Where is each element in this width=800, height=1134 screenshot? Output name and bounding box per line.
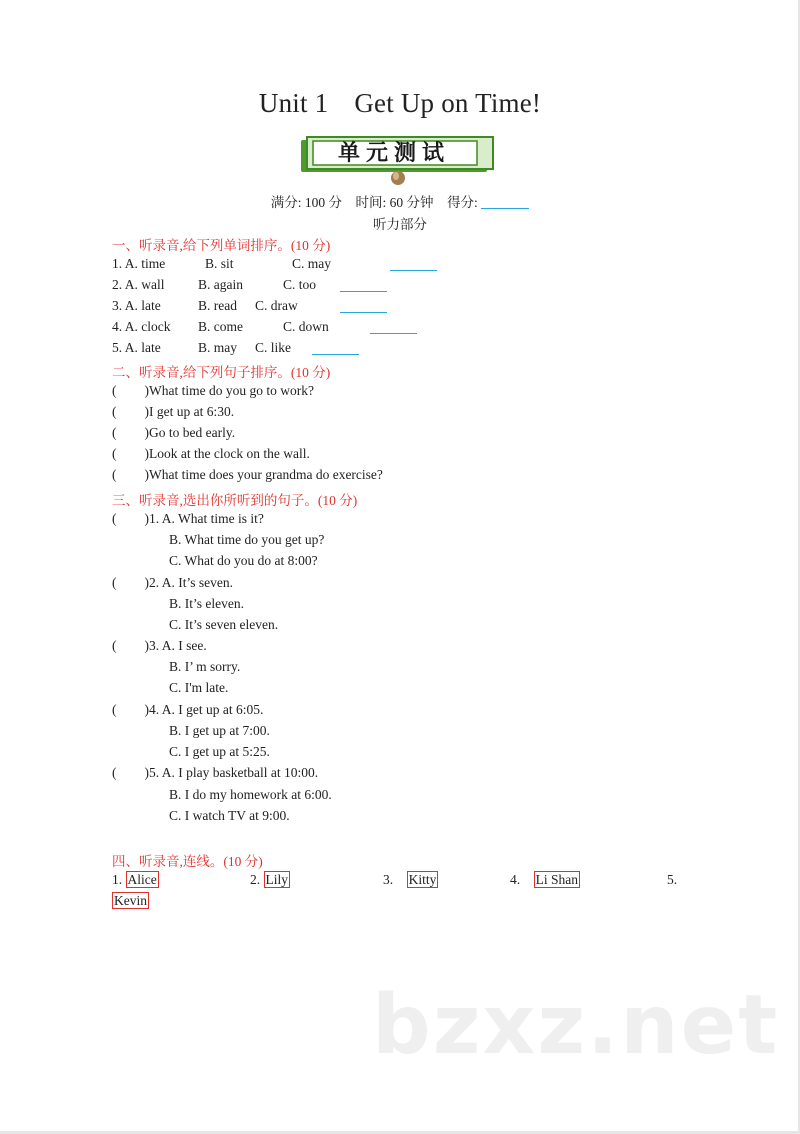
list-item: ( )What time do you go to work? xyxy=(112,383,314,398)
full-score: 满分: 100 分 xyxy=(270,195,343,210)
answer-blank[interactable] xyxy=(312,354,359,355)
score-info xyxy=(0,191,800,211)
unit-name: Get Up on Time! xyxy=(354,88,542,118)
option-b: B. It’s eleven. xyxy=(169,596,244,611)
answer-blank[interactable] xyxy=(370,333,417,334)
name-li-shan: Li Shan xyxy=(535,872,578,887)
page-title xyxy=(0,88,800,119)
match-item[interactable] xyxy=(112,893,149,909)
time-limit: 时间: 60 分钟 xyxy=(355,195,434,210)
question-row: ( )4. A. I get up at 6:05. xyxy=(112,702,264,717)
match-item[interactable]: 1. Alice xyxy=(112,872,157,887)
list-item: 3. A. late xyxy=(112,298,161,313)
answer-blank[interactable] xyxy=(340,312,387,313)
list-item: ( )Go to bed early. xyxy=(112,425,236,440)
question-row: ( )3. A. I see. xyxy=(112,638,207,653)
option-b: B. sit xyxy=(205,256,234,271)
name-lily: Lily xyxy=(265,872,288,887)
name-alice: Alice xyxy=(127,872,157,887)
match-item-number: 5. xyxy=(667,872,678,887)
name-kitty: Kitty xyxy=(408,872,437,887)
option-b: B. again xyxy=(198,277,243,292)
option-c: C. What do you do at 8:00? xyxy=(169,553,318,568)
option-c: C. draw xyxy=(255,298,298,313)
option-b: B. I’ m sorry. xyxy=(169,659,241,674)
answer-blank[interactable] xyxy=(340,291,387,292)
question-row: ( )2. A. It’s seven. xyxy=(112,575,233,590)
section4-heading: 四、听录音,连线。(10 分) xyxy=(112,854,263,869)
option-b: B. I get up at 7:00. xyxy=(169,723,270,738)
option-c: C. I watch TV at 9:00. xyxy=(169,808,290,823)
score-label: 得分: xyxy=(447,195,478,210)
option-b: B. may xyxy=(198,340,237,355)
match-item[interactable]: 2. Lily xyxy=(250,872,288,887)
section1-heading: 一、听录音,给下列单词排序。(10 分) xyxy=(112,238,331,253)
option-b: B. read xyxy=(198,298,237,313)
list-item: 2. A. wall xyxy=(112,277,165,292)
list-item: ( )What time does your grandma do exercise? xyxy=(112,467,383,482)
option-c: C. may xyxy=(292,256,331,271)
option-b: B. I do my homework at 6:00. xyxy=(169,787,332,802)
list-item: 1. A. time xyxy=(112,256,166,271)
unit-test-badge xyxy=(297,134,497,186)
listening-part-label: 听力部分 xyxy=(373,217,427,232)
section3-heading: 三、听录音,选出你所听到的句子。(10 分) xyxy=(112,493,358,508)
option-c: C. I get up at 5:25. xyxy=(169,744,270,759)
list-item: 5. A. late xyxy=(112,340,161,355)
option-c: C. It’s seven eleven. xyxy=(169,617,279,632)
question-row: ( )5. A. I play basketball at 10:00. xyxy=(112,765,319,780)
section2-heading: 二、听录音,给下列句子排序。(10 分) xyxy=(112,365,331,380)
option-c: C. like xyxy=(255,340,291,355)
question-row: ( )1. A. What time is it? xyxy=(112,511,264,526)
list-item: 4. A. clock xyxy=(112,319,171,334)
name-kevin: Kevin xyxy=(114,893,147,908)
match-item[interactable]: 4. Li Shan xyxy=(510,872,578,887)
badge-label: 单元测试 xyxy=(337,141,450,166)
score-blank[interactable] xyxy=(481,194,529,209)
option-c: C. I'm late. xyxy=(169,680,229,695)
unit-label: Unit 1 xyxy=(258,88,329,118)
option-b: B. What time do you get up? xyxy=(169,532,325,547)
list-item: ( )I get up at 6:30. xyxy=(112,404,235,419)
list-item: ( )Look at the clock on the wall. xyxy=(112,446,310,461)
watermark: bzxz.net xyxy=(372,978,780,1073)
match-item[interactable]: 3. Kitty xyxy=(383,872,437,887)
option-b: B. come xyxy=(198,319,243,334)
answer-blank[interactable] xyxy=(390,270,437,271)
option-c: C. too xyxy=(283,277,317,292)
option-c: C. down xyxy=(283,319,329,334)
